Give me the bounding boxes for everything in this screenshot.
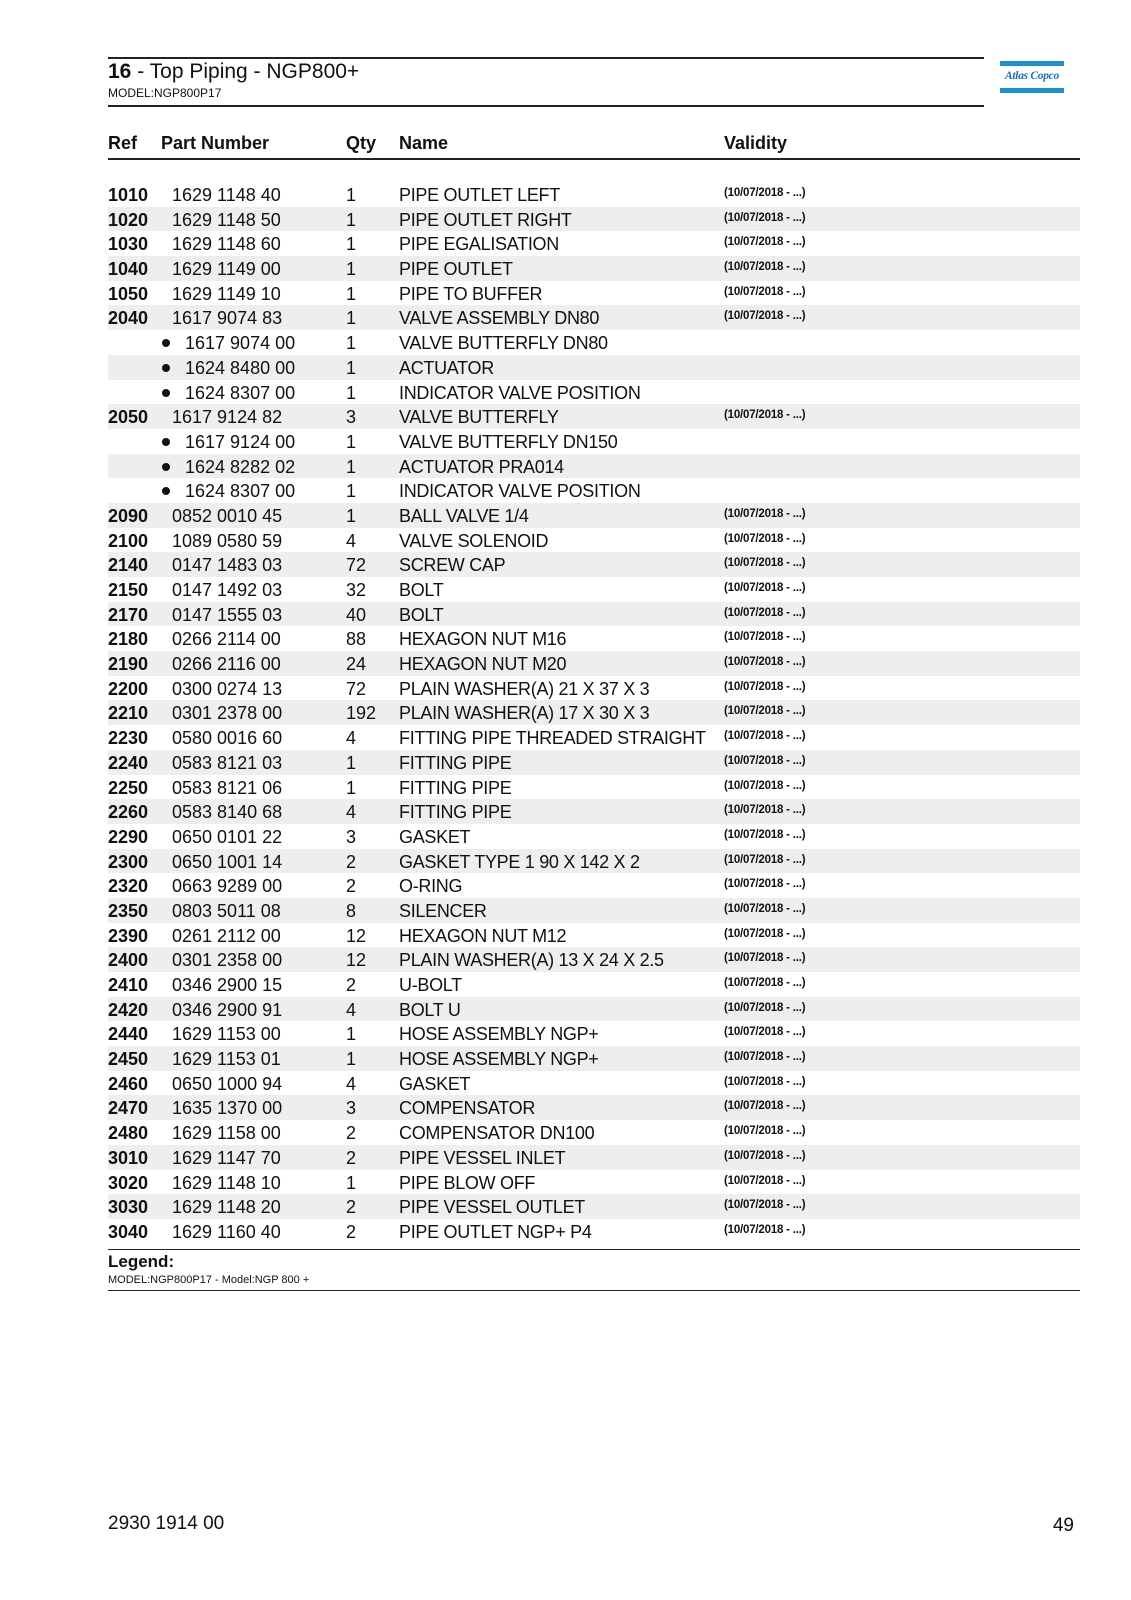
row-name: HEXAGON NUT M20 <box>399 654 567 675</box>
row-validity: (10/07/2018 - ...) <box>724 409 806 422</box>
row-part-number: 0147 1492 03 <box>172 580 283 600</box>
section-number: 16 <box>108 60 132 83</box>
row-qty: 4 <box>346 1073 357 1094</box>
row-ref: 2400 <box>108 950 149 971</box>
row-ref: 2320 <box>108 876 149 897</box>
row-part-number: 1617 9074 83 <box>172 308 283 329</box>
row-ref: 2050 <box>108 407 149 428</box>
row-ref: 2240 <box>108 752 149 773</box>
row-ref: 1010 <box>108 185 149 205</box>
page-header <box>108 57 984 107</box>
row-part-number: 1624 8480 00 <box>185 357 296 378</box>
row-name: FITTING PIPE THREADED STRAIGHT <box>399 728 706 749</box>
row-validity: (10/07/2018 - ...) <box>724 804 806 817</box>
row-part-number: 1617 9124 00 <box>185 431 296 452</box>
row-validity: (10/07/2018 - ...) <box>724 1026 806 1039</box>
row-name: O-RING <box>399 876 463 897</box>
row-ref: 2040 <box>108 308 149 329</box>
bullet-icon <box>162 438 170 446</box>
row-part-number: 0300 0274 13 <box>172 678 283 699</box>
row-name: PIPE OUTLET LEFT <box>399 185 560 205</box>
row-part-number: 0301 2358 00 <box>172 950 283 971</box>
table-row <box>108 725 1080 750</box>
row-validity: (10/07/2018 - ...) <box>724 1174 806 1187</box>
row-validity: (10/07/2018 - ...) <box>724 532 806 545</box>
row-qty: 12 <box>346 950 367 971</box>
row-name: INDICATOR VALVE POSITION <box>399 382 641 403</box>
row-name: VALVE BUTTERFLY DN150 <box>399 431 618 452</box>
row-validity: (10/07/2018 - ...) <box>724 1001 806 1014</box>
row-ref: 1030 <box>108 234 149 255</box>
row-name: PIPE BLOW OFF <box>399 1172 536 1193</box>
table-row <box>108 849 1080 874</box>
row-qty: 1 <box>346 431 357 452</box>
row-validity: (10/07/2018 - ...) <box>724 1051 806 1064</box>
table-row <box>108 873 1080 898</box>
row-qty: 1 <box>346 283 357 304</box>
row-ref: 2350 <box>108 900 149 921</box>
table-row <box>108 305 1080 330</box>
row-name: PLAIN WASHER(A) 21 X 37 X 3 <box>399 678 650 699</box>
table-row <box>108 1219 1080 1244</box>
row-part-number: 0261 2112 00 <box>172 925 281 946</box>
row-part-number: 1617 9074 00 <box>185 333 296 354</box>
table-row <box>108 1170 1080 1195</box>
row-validity: (10/07/2018 - ...) <box>724 680 806 693</box>
row-name: PIPE EGALISATION <box>399 234 559 255</box>
row-qty: 8 <box>346 900 357 921</box>
table-row <box>108 552 1080 577</box>
row-qty: 2 <box>346 1221 357 1242</box>
table-row <box>108 775 1080 800</box>
row-qty: 12 <box>346 925 367 946</box>
row-name: VALVE SOLENOID <box>399 530 549 551</box>
row-ref: 3040 <box>108 1221 149 1242</box>
row-validity: (10/07/2018 - ...) <box>724 853 806 866</box>
row-qty: 2 <box>346 975 357 995</box>
row-validity: (10/07/2018 - ...) <box>724 977 806 989</box>
row-name: HEXAGON NUT M12 <box>399 925 567 946</box>
row-qty: 1 <box>346 456 357 477</box>
table-row <box>108 503 1080 528</box>
row-name: INDICATOR VALVE POSITION <box>399 481 641 502</box>
row-part-number: 1629 1149 00 <box>172 259 281 280</box>
row-part-number: 0147 1555 03 <box>172 604 283 625</box>
row-ref: 2420 <box>108 999 149 1020</box>
document-number: 2930 1914 00 <box>108 1513 225 1534</box>
row-name: GASKET TYPE 1 90 X 142 X 2 <box>399 851 640 872</box>
row-name: ACTUATOR PRA014 <box>399 456 564 477</box>
row-name: COMPENSATOR DN100 <box>399 1123 595 1144</box>
row-name: BALL VALVE 1/4 <box>399 505 529 526</box>
row-qty: 1 <box>346 382 357 403</box>
row-part-number: 0583 8121 06 <box>172 777 283 798</box>
row-validity: (10/07/2018 - ...) <box>724 705 806 718</box>
col-qty: Qty <box>346 133 377 153</box>
col-part-number: Part Number <box>161 133 270 153</box>
row-validity: (10/07/2018 - ...) <box>724 557 806 570</box>
row-ref: 2460 <box>108 1073 149 1094</box>
row-validity: (10/07/2018 - ...) <box>724 606 806 619</box>
table-row <box>108 1120 1080 1145</box>
table-row <box>108 256 1080 281</box>
row-qty: 4 <box>346 530 357 551</box>
row-name: PIPE OUTLET RIGHT <box>399 209 572 230</box>
col-validity: Validity <box>724 133 788 153</box>
bullet-icon <box>162 339 170 347</box>
row-ref: 2480 <box>108 1123 149 1144</box>
row-qty: 1 <box>346 481 357 502</box>
row-ref: 2190 <box>108 654 149 675</box>
row-validity: (10/07/2018 - ...) <box>724 1075 806 1088</box>
row-name: COMPENSATOR <box>399 1098 536 1119</box>
table-row <box>108 1071 1080 1096</box>
row-validity: (10/07/2018 - ...) <box>724 730 806 743</box>
table-row <box>108 972 1080 997</box>
bullet-icon <box>162 364 170 372</box>
row-validity: (10/07/2018 - ...) <box>724 902 806 915</box>
row-part-number: 0803 5011 08 <box>172 900 281 921</box>
row-part-number: 1629 1153 01 <box>172 1049 281 1070</box>
table-row <box>108 750 1080 775</box>
row-name: HOSE ASSEMBLY NGP+ <box>399 1049 599 1070</box>
row-validity: (10/07/2018 - ...) <box>724 1223 806 1236</box>
row-ref: 2300 <box>108 851 149 872</box>
legend <box>108 1249 1080 1291</box>
row-part-number: 0583 8140 68 <box>172 802 283 823</box>
table-header <box>108 130 1080 160</box>
table-row <box>108 404 1080 429</box>
row-ref: 1040 <box>108 259 149 280</box>
row-qty: 32 <box>346 580 367 600</box>
row-ref: 3020 <box>108 1172 149 1193</box>
row-ref: 2200 <box>108 678 149 699</box>
row-part-number: 0650 0101 22 <box>172 826 283 847</box>
table-row <box>108 947 1080 972</box>
row-part-number: 0346 2900 15 <box>172 975 283 995</box>
row-ref: 2260 <box>108 802 149 823</box>
row-qty: 1 <box>346 185 357 205</box>
row-validity: (10/07/2018 - ...) <box>724 187 806 199</box>
col-name: Name <box>399 133 449 153</box>
table-row <box>108 528 1080 553</box>
row-name: PIPE OUTLET NGP+ P4 <box>399 1221 592 1242</box>
parts-table <box>108 182 1080 1244</box>
row-ref: 2140 <box>108 555 149 576</box>
row-qty: 1 <box>346 777 357 798</box>
row-name: VALVE ASSEMBLY DN80 <box>399 308 600 329</box>
row-name: SCREW CAP <box>399 555 506 576</box>
row-qty: 3 <box>346 826 357 847</box>
row-name: FITTING PIPE <box>399 802 512 823</box>
row-part-number: 1629 1153 00 <box>172 1024 281 1045</box>
row-part-number: 1624 8307 00 <box>185 481 296 502</box>
row-part-number: 0583 8121 03 <box>172 752 283 773</box>
row-part-number: 1635 1370 00 <box>172 1098 283 1119</box>
table-row <box>108 577 1080 602</box>
row-ref: 2390 <box>108 925 149 946</box>
row-qty: 1 <box>346 357 357 378</box>
row-ref: 2230 <box>108 728 149 749</box>
row-qty: 4 <box>346 728 357 749</box>
row-ref: 2100 <box>108 530 149 551</box>
table-row <box>108 700 1080 725</box>
row-qty: 1 <box>346 234 357 255</box>
row-part-number: 1629 1158 00 <box>172 1123 281 1144</box>
row-name: PIPE VESSEL INLET <box>399 1147 566 1168</box>
bullet-icon <box>162 487 170 495</box>
row-name: VALVE BUTTERFLY DN80 <box>399 333 608 354</box>
row-qty: 2 <box>346 1123 357 1144</box>
row-ref: 2450 <box>108 1049 149 1070</box>
row-qty: 2 <box>346 876 357 897</box>
row-qty: 2 <box>346 851 357 872</box>
page-title <box>108 60 359 84</box>
row-name: PIPE VESSEL OUTLET <box>399 1197 585 1218</box>
table-row <box>108 1194 1080 1219</box>
table-row <box>108 651 1080 676</box>
row-name: ACTUATOR <box>399 357 494 378</box>
row-qty: 1 <box>346 1049 357 1070</box>
row-validity: (10/07/2018 - ...) <box>724 1100 806 1113</box>
row-part-number: 1629 1148 40 <box>172 185 281 205</box>
table-row <box>108 676 1080 701</box>
row-qty: 1 <box>346 259 357 280</box>
row-qty: 1 <box>346 505 357 526</box>
row-name: GASKET <box>399 1073 471 1094</box>
row-qty: 1 <box>346 333 357 354</box>
row-qty: 1 <box>346 308 357 329</box>
row-validity: (10/07/2018 - ...) <box>724 878 806 891</box>
row-part-number: 1089 0580 59 <box>172 530 283 551</box>
row-name: FITTING PIPE <box>399 777 512 798</box>
row-name: BOLT U <box>399 999 461 1020</box>
row-qty: 4 <box>346 802 357 823</box>
row-name: GASKET <box>399 826 471 847</box>
row-part-number: 0580 0016 60 <box>172 728 283 749</box>
col-ref: Ref <box>108 133 138 153</box>
row-ref: 2150 <box>108 580 149 600</box>
row-part-number: 1629 1148 10 <box>172 1172 281 1193</box>
row-validity: (10/07/2018 - ...) <box>724 236 806 249</box>
row-part-number: 1624 8307 00 <box>185 382 296 403</box>
row-part-number: 0663 9289 00 <box>172 876 283 897</box>
row-part-number: 0852 0010 45 <box>172 505 283 526</box>
row-ref: 3030 <box>108 1197 149 1218</box>
section-title: Top Piping - NGP800+ <box>149 60 360 83</box>
row-part-number: 1629 1149 10 <box>172 283 281 304</box>
table-row <box>108 923 1080 948</box>
row-validity: (10/07/2018 - ...) <box>724 1199 806 1212</box>
row-name: PLAIN WASHER(A) 13 X 24 X 2.5 <box>399 950 664 971</box>
logo-text: Atlas Copco <box>1005 70 1059 82</box>
page-number: 49 <box>1052 1515 1074 1536</box>
row-qty: 40 <box>346 604 367 625</box>
table-row <box>108 478 1080 503</box>
table-row <box>108 626 1080 651</box>
title-separator: - <box>131 60 150 83</box>
row-validity: (10/07/2018 - ...) <box>724 211 806 224</box>
row-validity: (10/07/2018 - ...) <box>724 927 806 940</box>
row-ref: 2170 <box>108 604 149 625</box>
table-row <box>108 799 1080 824</box>
row-name: PIPE TO BUFFER <box>399 283 543 304</box>
table-row <box>108 1046 1080 1071</box>
row-name: FITTING PIPE <box>399 752 512 773</box>
table-row <box>108 898 1080 923</box>
row-qty: 1 <box>346 1024 357 1045</box>
row-part-number: 1624 8282 02 <box>185 456 296 477</box>
row-qty: 192 <box>346 703 377 724</box>
table-row <box>108 824 1080 849</box>
row-name: PIPE OUTLET <box>399 259 513 280</box>
row-qty: 72 <box>346 678 367 699</box>
row-qty: 24 <box>346 654 367 675</box>
row-part-number: 1617 9124 82 <box>172 407 283 428</box>
row-validity: (10/07/2018 - ...) <box>724 779 806 792</box>
row-part-number: 1629 1148 20 <box>172 1197 281 1218</box>
row-validity: (10/07/2018 - ...) <box>724 1125 806 1138</box>
legend-title: Legend: <box>108 1252 175 1271</box>
bullet-icon <box>162 389 170 397</box>
row-part-number: 0650 1001 14 <box>172 851 283 872</box>
row-part-number: 1629 1148 60 <box>172 234 281 255</box>
row-validity: (10/07/2018 - ...) <box>724 754 806 767</box>
table-row <box>108 330 1080 355</box>
row-qty: 72 <box>346 555 367 576</box>
row-name: PLAIN WASHER(A) 17 X 30 X 3 <box>399 703 650 724</box>
row-validity: (10/07/2018 - ...) <box>724 507 806 520</box>
row-ref: 2290 <box>108 826 149 847</box>
logo-bottom-bar <box>1000 88 1064 93</box>
row-validity: (10/07/2018 - ...) <box>724 582 806 594</box>
row-qty: 2 <box>346 1147 357 1168</box>
row-ref: 3010 <box>108 1147 149 1168</box>
table-row <box>108 380 1080 405</box>
table-row <box>108 1145 1080 1170</box>
row-part-number: 1629 1148 50 <box>172 209 281 230</box>
row-ref: 1020 <box>108 209 149 230</box>
row-name: VALVE BUTTERFLY <box>399 407 559 428</box>
atlas-copco-logo <box>1000 61 1064 95</box>
row-ref: 2440 <box>108 1024 149 1045</box>
table-row <box>108 281 1080 306</box>
row-ref: 1050 <box>108 283 149 304</box>
table-row <box>108 454 1080 479</box>
row-part-number: 0266 2116 00 <box>172 654 281 675</box>
table-row <box>108 997 1080 1022</box>
row-qty: 1 <box>346 1172 357 1193</box>
row-qty: 3 <box>346 1098 357 1119</box>
row-qty: 2 <box>346 1197 357 1218</box>
table-row <box>108 207 1080 232</box>
row-qty: 3 <box>346 407 357 428</box>
row-ref: 2410 <box>108 975 149 995</box>
row-validity: (10/07/2018 - ...) <box>724 828 806 841</box>
logo-top-bar <box>1000 61 1064 66</box>
row-qty: 1 <box>346 209 357 230</box>
table-row <box>108 1021 1080 1046</box>
row-ref: 2180 <box>108 629 149 650</box>
row-ref: 2090 <box>108 505 149 526</box>
row-part-number: 0147 1483 03 <box>172 555 283 576</box>
table-row <box>108 182 1080 207</box>
row-part-number: 1629 1147 70 <box>172 1147 281 1168</box>
table-row <box>108 602 1080 627</box>
table-row <box>108 429 1080 454</box>
row-validity: (10/07/2018 - ...) <box>724 261 806 274</box>
row-validity: (10/07/2018 - ...) <box>724 656 806 669</box>
table-row <box>108 1095 1080 1120</box>
model-code: MODEL:NGP800P17 <box>108 86 222 100</box>
table-row <box>108 355 1080 380</box>
row-part-number: 0301 2378 00 <box>172 703 283 724</box>
row-qty: 4 <box>346 999 357 1020</box>
row-name: BOLT <box>399 604 444 625</box>
row-part-number: 0266 2114 00 <box>172 629 281 650</box>
row-part-number: 0346 2900 91 <box>172 999 283 1020</box>
row-validity: (10/07/2018 - ...) <box>724 310 806 323</box>
row-qty: 1 <box>346 752 357 773</box>
row-name: BOLT <box>399 580 444 600</box>
bullet-icon <box>162 463 170 471</box>
row-name: SILENCER <box>399 900 487 921</box>
row-name: HEXAGON NUT M16 <box>399 629 567 650</box>
row-name: HOSE ASSEMBLY NGP+ <box>399 1024 599 1045</box>
row-part-number: 1629 1160 40 <box>172 1221 281 1242</box>
row-part-number: 0650 1000 94 <box>172 1073 283 1094</box>
row-validity: (10/07/2018 - ...) <box>724 631 806 644</box>
legend-text: MODEL:NGP800P17 - Model:NGP 800 + <box>108 1274 310 1286</box>
table-row <box>108 231 1080 256</box>
row-ref: 2250 <box>108 777 149 798</box>
row-validity: (10/07/2018 - ...) <box>724 952 806 965</box>
row-name: U-BOLT <box>399 975 462 995</box>
row-validity: (10/07/2018 - ...) <box>724 1149 806 1162</box>
row-qty: 88 <box>346 629 367 650</box>
row-ref: 2210 <box>108 703 149 724</box>
row-validity: (10/07/2018 - ...) <box>724 285 806 298</box>
row-ref: 2470 <box>108 1098 149 1119</box>
